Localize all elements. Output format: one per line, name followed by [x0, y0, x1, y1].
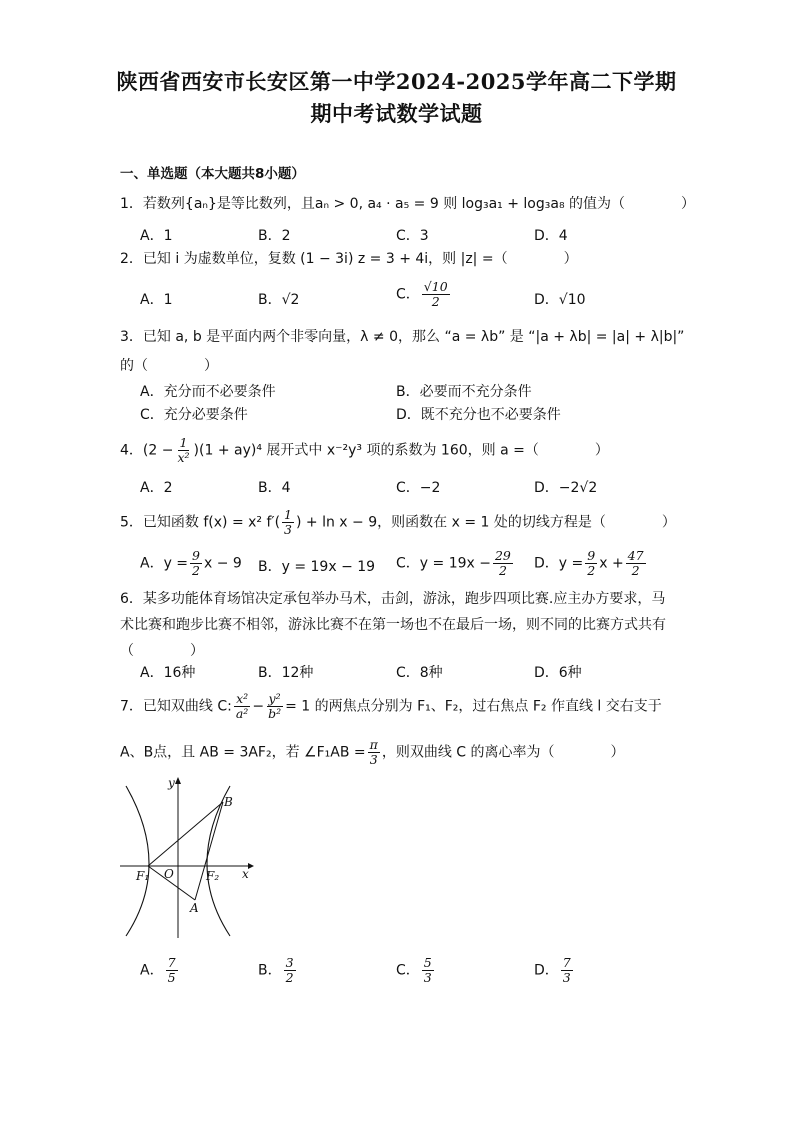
q7-fraction-x [234, 692, 250, 721]
label-origin: O [164, 867, 174, 881]
q6-option-c: C．8种 [396, 665, 443, 681]
q5-a-end: x − 9 [204, 555, 242, 572]
label-f1: F₁ [136, 869, 150, 883]
fraction-denominator: b² [268, 706, 282, 721]
hyperbola-diagram [120, 774, 260, 938]
question-2-stem: 2．已知 i 为虚数单位，复数 (1 − 3i) z = 3 + 4i，则 |z| =（ ） [120, 251, 578, 267]
fraction-numerator: y² [268, 691, 281, 706]
fraction-denominator: 3 [284, 522, 292, 537]
q5-c-start: C．y = 19x − [396, 555, 491, 572]
fraction-numerator: 7 [562, 955, 571, 970]
q7-d-label: D． [534, 962, 559, 979]
q3-option-c: C．充分必要条件 [140, 407, 248, 423]
q7-option-c [396, 956, 436, 985]
label-a: A [190, 901, 199, 915]
fraction-numerator: π [369, 737, 378, 752]
fraction-denominator: 2 [431, 294, 440, 309]
q2-option-b: B．√2 [258, 292, 300, 308]
q4-stem-end: )(1 + ay)⁴ 展开式中 x⁻²y³ 项的系数为 160，则 a =（ ） [193, 442, 609, 459]
q7-stem-line2-end: ，则双曲线 C 的离心率为（ ） [381, 744, 625, 761]
section-heading: 一、单选题（本大题共8小题） [120, 166, 305, 182]
label-x: x [242, 867, 249, 881]
q2-option-a: A．1 [140, 292, 173, 308]
y-axis-arrow [175, 777, 181, 784]
q4-option-b: B．4 [258, 480, 291, 496]
q4-option-d: D．−2√2 [534, 480, 598, 496]
label-f2: F₂ [206, 869, 220, 883]
fraction-denominator: x² [177, 450, 190, 465]
q3-option-a: A．充分而不必要条件 [140, 384, 276, 400]
fraction-denominator: 5 [167, 970, 176, 985]
q5-option-c [396, 549, 515, 578]
fraction-numerator: 5 [423, 955, 432, 970]
q5-d-start: D．y = [534, 555, 584, 572]
q1-option-b: B．2 [258, 228, 291, 244]
fraction-denominator: 2 [285, 970, 294, 985]
q5-option-b: B．y = 19x − 19 [258, 559, 376, 575]
fraction-numerator: 9 [587, 548, 596, 563]
q1-option-d: D．4 [534, 228, 568, 244]
q4-option-a: A．2 [140, 480, 173, 496]
q5-stem-start: 5．已知函数 f(x) = x² f′( [120, 514, 281, 531]
q5-d-fraction-2 [626, 549, 646, 578]
q1-option-a: A．1 [140, 228, 173, 244]
q7-b-label: B． [258, 962, 282, 979]
fraction-numerator: 29 [494, 548, 511, 563]
fraction-denominator: 3 [562, 970, 571, 985]
q3-option-b: B．必要而不充分条件 [396, 384, 532, 400]
q4-stem-start: 4．(2 − [120, 442, 174, 459]
q5-a-start: A．y = [140, 555, 189, 572]
q7-a-fraction [166, 956, 178, 985]
q7-option-a [140, 956, 180, 985]
question-7-stem-line2 [120, 738, 680, 767]
q4-option-c: C．−2 [396, 480, 441, 496]
fraction-denominator: 2 [498, 563, 507, 578]
question-3-stem-line2: 的（ ） [120, 358, 218, 374]
question-1-stem: 1．若数列{aₙ}是等比数列，且aₙ > 0, a₄ · a₅ = 9 则 log₃a₁ + log₃a₈ 的值为（ ） [120, 196, 696, 212]
q5-stem-end: ) + ln x − 9，则函数在 x = 1 处的切线方程是（ ） [296, 514, 676, 531]
x-axis-arrow [248, 863, 254, 869]
left-branch [126, 786, 149, 936]
q7-stem-start: 7．已知双曲线 C: [120, 698, 232, 715]
q7-c-fraction [422, 956, 434, 985]
fraction-numerator: 1 [284, 507, 292, 522]
fraction-numerator: 7 [167, 955, 176, 970]
question-7-stem-line1 [120, 692, 680, 721]
fraction-numerator: √10 [423, 279, 448, 294]
fraction-numerator: 9 [192, 548, 200, 563]
question-4-stem [120, 436, 680, 465]
question-5-stem [120, 508, 680, 537]
fraction-denominator: 2 [631, 563, 640, 578]
q5-fraction [282, 508, 294, 537]
q7-option-d [534, 956, 575, 985]
q7-b-fraction [284, 956, 296, 985]
question-3-stem-line1: 3．已知 a, b 是平面内两个非零向量，λ ≠ 0，那么 “a = λb” 是 “|a + λb| = |a| + λ|b|” [120, 329, 685, 345]
q2-option-d: D．√10 [534, 292, 586, 308]
q5-option-d [534, 549, 648, 578]
q7-d-fraction [561, 956, 573, 985]
fraction-numerator: 1 [179, 435, 188, 450]
q7-c-label: C． [396, 962, 420, 979]
q2-option-c-label: C． [396, 286, 420, 303]
q5-d-fraction-1 [585, 549, 597, 578]
q5-option-a [140, 549, 242, 578]
fraction-denominator: 2 [192, 563, 200, 578]
q5-d-middle: x + [599, 555, 624, 572]
fraction-denominator: 2 [587, 563, 596, 578]
q6-option-d: D．6种 [534, 665, 582, 681]
q7-option-b [258, 956, 298, 985]
fraction-denominator: 3 [369, 752, 378, 767]
fraction-numerator: 3 [285, 955, 294, 970]
fraction-denominator: a² [235, 706, 249, 721]
line-f1-b [148, 802, 223, 866]
q7-stem-line2-start: A、B点，且 AB = 3AF₂，若 ∠F₁AB = [120, 744, 366, 761]
page-title: 陕西省西安市长安区第一中学2024-2025学年高二下学期 [116, 69, 677, 94]
q6-option-a: A．16种 [140, 665, 196, 681]
q5-c-fraction [493, 549, 513, 578]
fraction-numerator: x² [236, 691, 249, 706]
q6-option-b: B．12种 [258, 665, 314, 681]
q2-option-c-fraction [422, 280, 450, 309]
question-6-stem: 6．某多功能体育场馆决定承包举办马术，击剑，游泳，跑步四项比赛.应主办方要求，马术比赛和跑步比赛不相邻，游泳比赛不在第一场也不在最后一场，则不同的比赛方式共有（ ） [120, 591, 666, 659]
page-subtitle: 期中考试数学试题 [310, 101, 483, 126]
q7-fraction-angle [368, 738, 380, 767]
q3-option-d: D．既不充分也不必要条件 [396, 407, 561, 423]
q4-fraction [175, 436, 191, 465]
q2-option-c [396, 280, 452, 309]
q7-stem-line1-end: = 1 的两焦点分别为 F₁、F₂，过右焦点 F₂ 作直线 l 交右支于 [285, 698, 662, 715]
label-y: y [168, 776, 175, 790]
label-b: B [224, 795, 233, 809]
q1-option-c: C．3 [396, 228, 429, 244]
q7-fraction-y [266, 692, 283, 721]
fraction-numerator: 47 [627, 548, 644, 563]
q7-a-label: A． [140, 962, 164, 979]
q7-minus: − [252, 698, 265, 715]
q5-a-fraction [190, 549, 202, 578]
fraction-denominator: 3 [423, 970, 432, 985]
